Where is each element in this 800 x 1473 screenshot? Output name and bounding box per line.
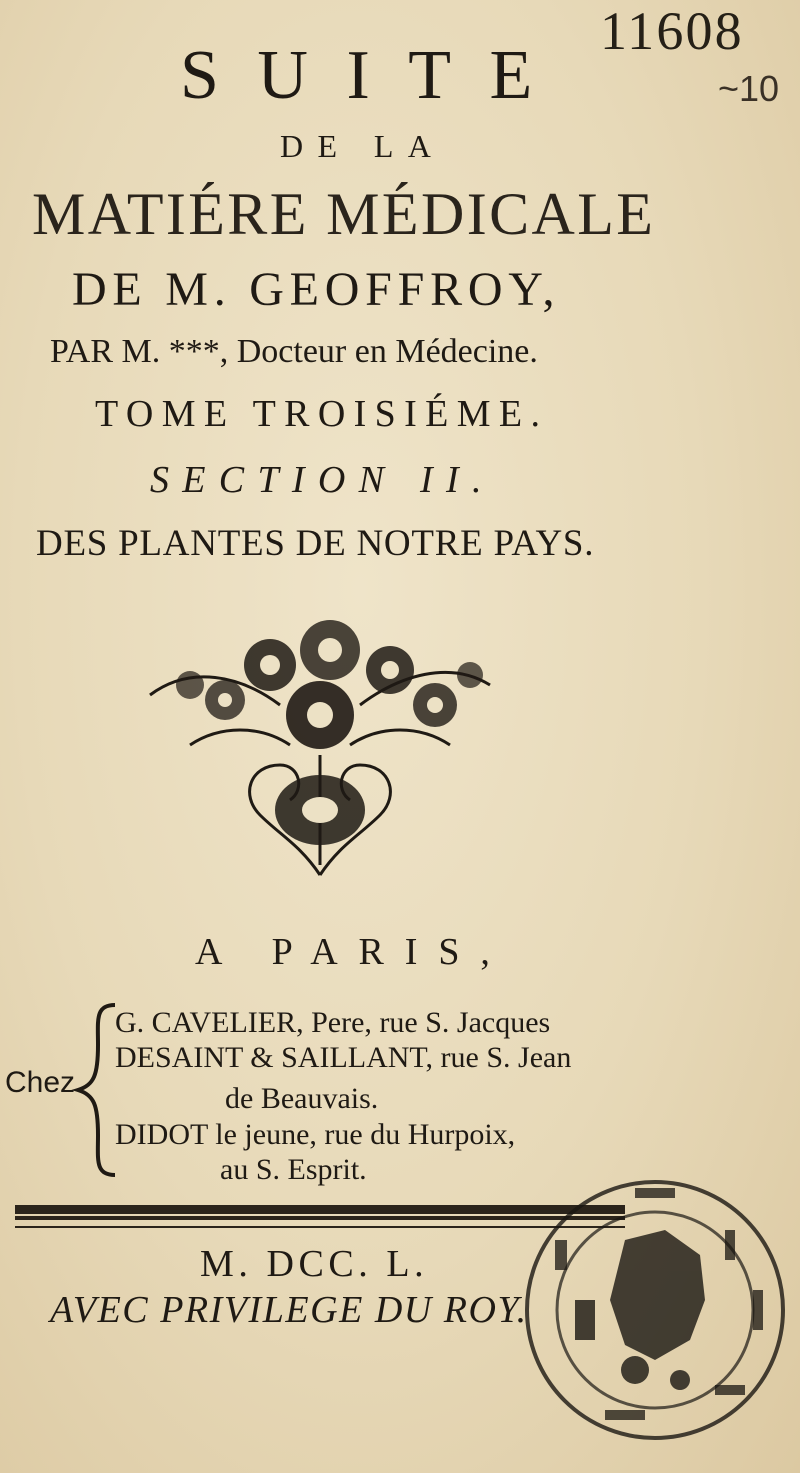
publisher-line-desaint: DESAINT & SAILLANT, rue S. Jean xyxy=(115,1041,572,1074)
title-line-geoffroy: DE M. GEOFFROY, xyxy=(72,263,561,316)
library-stamp-icon xyxy=(515,1170,795,1450)
floral-ornament-icon xyxy=(130,605,510,885)
title-line-suite: SUITE xyxy=(180,37,571,114)
subject-line: DES PLANTES DE NOTRE PAYS. xyxy=(36,523,595,564)
title-line-de-la: DE LA xyxy=(280,128,446,164)
handwritten-shelfmark: 11608 xyxy=(600,1,744,61)
section-line: SECTION II. xyxy=(150,459,495,501)
publisher-line-esprit: au S. Esprit. xyxy=(220,1153,367,1186)
imprint-date: M. DCC. L. xyxy=(200,1243,429,1285)
publisher-chez-label: Chez xyxy=(5,1066,76,1099)
privilege-line: AVEC PRIVILEGE DU ROY. xyxy=(50,1289,528,1331)
volume-line: TOME TROISIÉME. xyxy=(95,393,549,435)
place-line: A PARIS, xyxy=(195,931,511,973)
publisher-line-cavelier: G. CAVELIER, Pere, rue S. Jacques xyxy=(115,1006,551,1039)
handwritten-shelfmark-suffix: ~10 xyxy=(718,68,780,109)
title-line-matiere-medicale: MATIÉRE MÉDICALE xyxy=(32,181,656,247)
curly-brace-icon xyxy=(70,1000,120,1180)
publisher-line-beauvais: de Beauvais. xyxy=(225,1082,379,1115)
author-line: PAR M. ***, Docteur en Médecine. xyxy=(50,333,538,370)
publisher-line-didot: DIDOT le jeune, rue du Hurpoix, xyxy=(115,1118,516,1151)
